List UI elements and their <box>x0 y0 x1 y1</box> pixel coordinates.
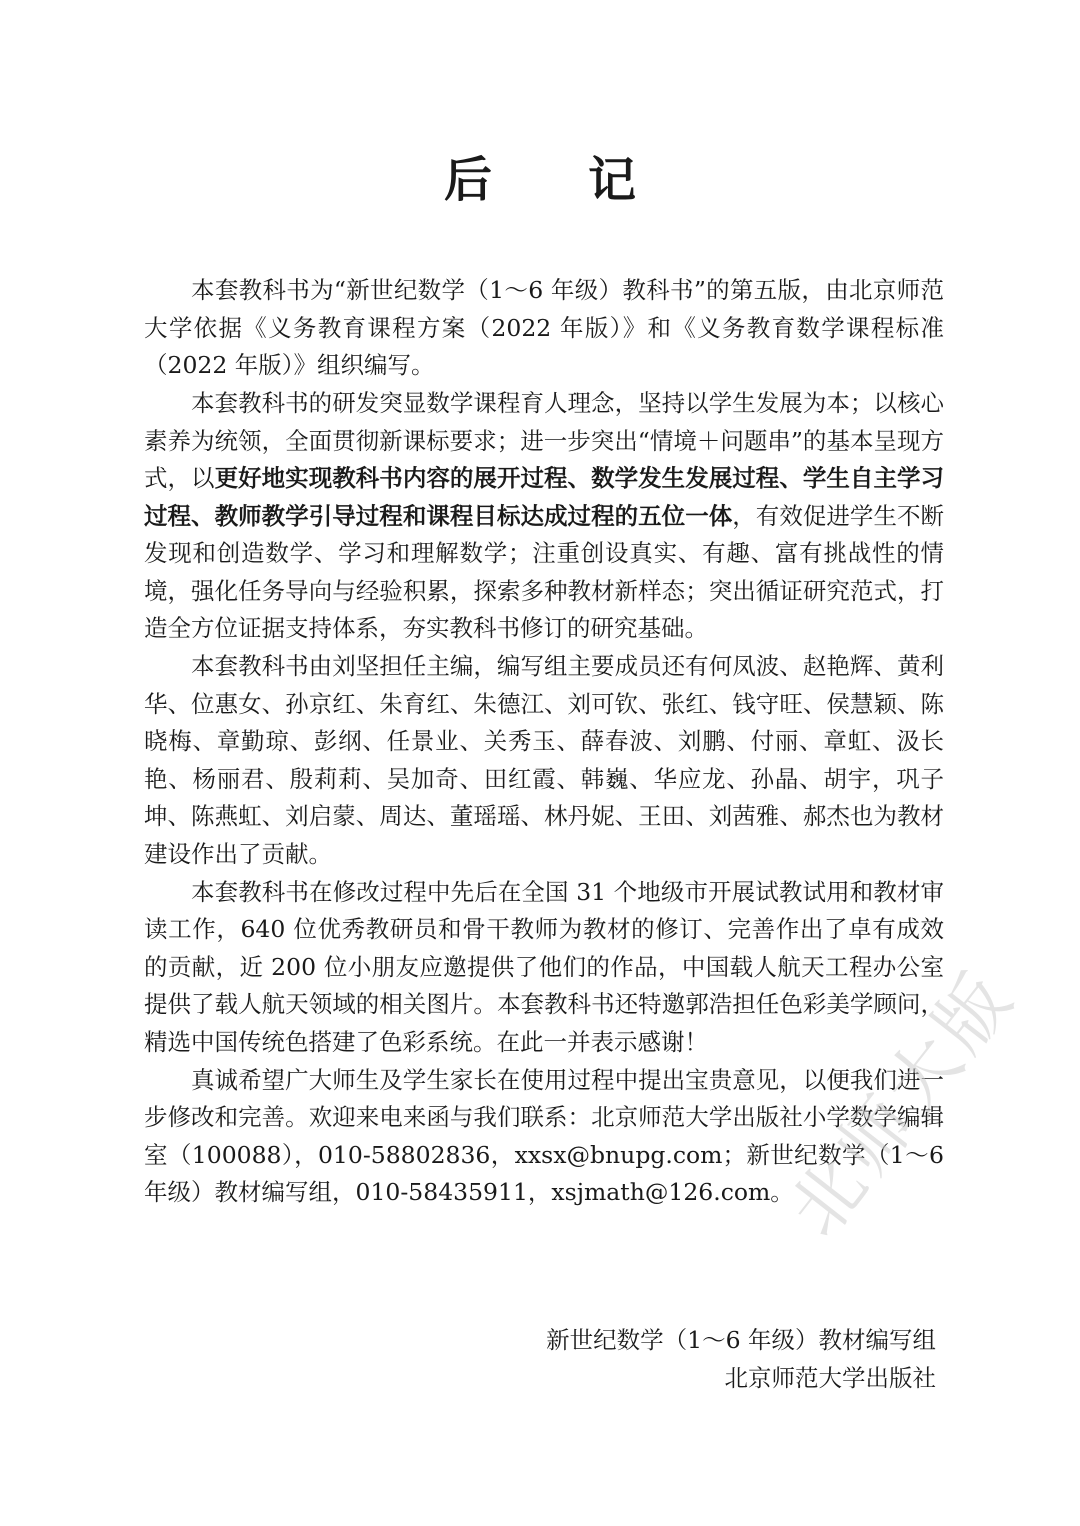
signoff-publisher: 北京师范大学出版社 <box>724 1363 936 1392</box>
paragraph-contact: 真诚希望广大师生及学生家长在使用过程中提出宝贵意见，以便我们进一步修改和完善。欢迎来电来函与我们联系：北京师范大学出版社小学数学编辑室（100088），010-58802836，xxsx@bnupg.com；新世纪数学（1～6 年级）教材编写组，010-58435911，xsjmath@126.com。 <box>144 1065 944 1206</box>
paragraph-acknowledgements: 本套教科书在修改过程中先后在全国 31 个地级市开展试教试用和教材审读工作，640 位优秀教研员和骨干教师为教材的修订、完善作出了卓有成效的贡献，近 200 位小朋友应邀提供了他们的作品，中国载人航天工程办公室提供了载人航天领域的相关图片。本套教科书还特邀郭浩担任色彩美学顾问，精选中国传统色搭建了色彩系统。在此一并表示感谢！ <box>144 877 944 1056</box>
paragraph-authors: 本套教科书由刘坚担任主编，编写组主要成员还有何凤波、赵艳辉、黄利华、位惠女、孙京红、朱育红、朱德江、刘可钦、张红、钱守旺、侯慧颖、陈晓梅、章勤琼、彭纲、任景业、关秀玉、薛春波、刘鹏、付丽、章虹、汲长艳、杨丽君、殷莉莉、吴加奇、田红霞、韩巍、华应龙、孙晶、胡宇，巩子坤、陈燕虹、刘启蒙、周达、董瑶瑶、林丹妮、王田、刘茜雅、郝杰也为教材建设作出了贡献。 <box>144 652 944 868</box>
paragraph-edition: 本套教科书为“新世纪数学（1～6 年级）教科书”的第五版，由北京师范大学依据《义务教育课程方案（2022 年版）》和《义务教育数学课程标准（2022 年版）》组织编写。 <box>144 276 944 379</box>
watermark: 北师大版 <box>772 953 1031 1252</box>
paragraph-philosophy-text-b: ，有效促进学生不断发现和创造数学、学习和理解数学；注重创设真实、有趣、富有挑战性的情境，强化任务导向与经验积累，探索多种教材新样态；突出循证研究范式，打造全方位证据支持体系，夯实教科书修订的研究基础。 <box>144 501 945 642</box>
signoff-editorial-group: 新世纪数学（1～6 年级）教材编写组 <box>546 1326 936 1354</box>
signoff-block <box>546 1322 936 1397</box>
page-title <box>0 140 1080 220</box>
afterword-body <box>144 272 944 1212</box>
title-char-2: 记 <box>588 152 637 208</box>
paragraph-philosophy-bold: 更好地实现教科书内容的展开过程、数学发生发展过程、学生自主学习过程、教师教学引导过程和课程目标达成过程的五位一体 <box>144 464 945 530</box>
paragraph-philosophy-text-a: 本套教科书的研发突显数学课程育人理念，坚持以学生发展为本；以核心素养为统领，全面贯彻新课标要求；进一步突出“情境＋问题串”的基本呈现方式，以 <box>144 389 944 492</box>
title-char-1: 后 <box>443 152 492 208</box>
paragraph-philosophy <box>144 385 944 648</box>
